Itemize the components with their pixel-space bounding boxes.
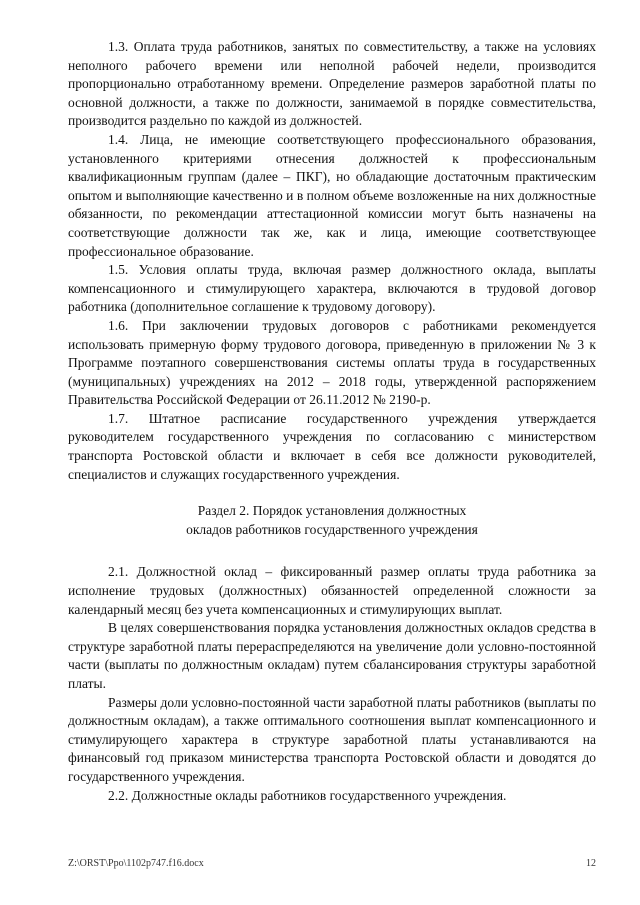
footer-file-path: Z:\ORST\Ppo\1102p747.f16.docx bbox=[68, 858, 204, 869]
section-heading-line-1: Раздел 2. Порядок установления должностных bbox=[197, 503, 467, 519]
paragraph-2-2: 2.2. Должностные оклады работников государственного учреждения. bbox=[108, 787, 507, 803]
paragraph-1-7: 1.7. Штатное расписание государственного учреждения утверждается руководителем государственного учреждения по согласованию с министерством транспорта Ростовской области и включает в себя все должности руководителей, специалистов и служащих государственного учреждения. bbox=[68, 410, 596, 482]
paragraph-1-3: 1.3. Оплата труда работников, занятых по совместительству, а также на условиях неполного рабочего времени или неполной рабочей недели, производится пропорционально отработанному времени. Определение размеров заработной платы по основной должности, а также по должности, занимаемой в порядке совместительства, производится раздельно по каждой из должностей. bbox=[68, 39, 596, 129]
paragraph-1-4: 1.4. Лица, не имеющие соответствующего профессионального образования, установленного критериями отнесения должностей к профессиональным квалификационным группам (далее – ПКГ), но обладающие достаточным практическим опытом и выполняющие качественно и в полном объеме возложенные на них должностные обязанности, по рекомендации аттестационной комиссии могут быть назначены на соответствующие должности так же, как и лица, имеющие соответствующее профессиональное образование. bbox=[68, 131, 596, 259]
footer-page-number: 12 bbox=[586, 858, 596, 869]
paragraph-2-1: 2.1. Должностной оклад – фиксированный размер оплаты труда работника за исполнение трудовых (должностных) обязанностей определенной сложности за календарный месяц без учета компенсационных и стимулирующих выплат. bbox=[68, 564, 596, 617]
paragraph-1-6: 1.6. При заключении трудовых договоров с работниками рекомендуется использовать примерную форму трудового договора, приведенную в приложении № 3 к Программе поэтапного совершенствования системы оплаты труда в государственных (муниципальных) учреждениях на 2012 – 2018 годы, утвержденной распоряжением Правительства Российской Федерации от 26.11.2012 № 2190-р. bbox=[68, 317, 596, 408]
document-body bbox=[68, 38, 596, 805]
paragraph-1-5: 1.5. Условия оплаты труда, включая размер должностного оклада, выплаты компенсационного и стимулирующего характера, включаются в трудовой договор работника (дополнительное соглашение к трудовому договору). bbox=[68, 262, 596, 315]
paragraph-salary-structure: В целях совершенствования порядка установления должностных окладов средства в структуре заработной платы перераспределяются на увеличение доли условно-постоянной части (выплаты по должностным окладам) путем сбалансирования структуры заработной платы. bbox=[68, 620, 596, 691]
section-2-heading bbox=[68, 502, 596, 539]
section-heading-line-2: окладов работников государственного учреждения bbox=[186, 521, 478, 537]
paragraph-salary-share: Размеры доли условно-постоянной части заработной платы работников (выплаты по должностным окладам), а также оптимального соотношения выплат компенсационного и стимулирующего характера в структуре заработной платы устанавливаются на финансовый год приказом министерства транспорта Ростовской области и доводятся до государственного учреждения. bbox=[68, 694, 596, 784]
